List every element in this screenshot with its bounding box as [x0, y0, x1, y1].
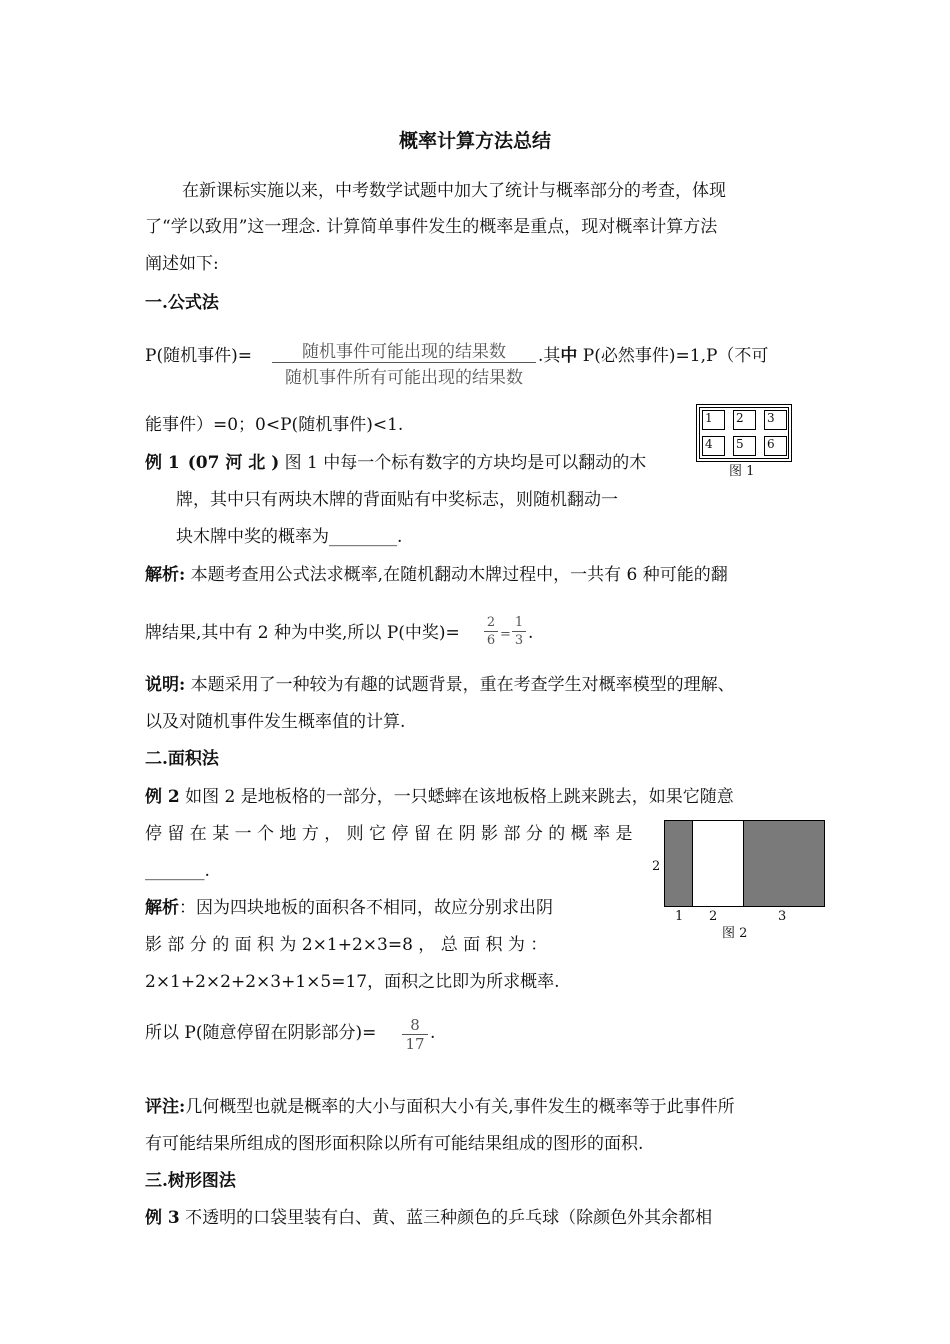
figure-1-cell-6: 6	[764, 436, 787, 456]
figure-2-floor	[664, 820, 825, 907]
fraction-denominator: 3	[514, 633, 524, 648]
result-prefix: 所以 P(随意停留在阴影部分)=	[145, 1023, 377, 1043]
analysis-2-label: 解析	[145, 898, 179, 918]
note-line-2: 以及对随机事件发生概率值的计算.	[145, 712, 406, 732]
figure-1-board	[696, 404, 792, 462]
example-1-line-2: 牌，其中只有两块木牌的背面贴有中奖标志，则随机翻动一	[176, 490, 618, 510]
analysis-2-line-3: 2×1+2×2+2×3+1×5=17，面积之比即为所求概率.	[145, 972, 560, 992]
example-1-line-1	[145, 452, 646, 474]
analysis-2-text: ：因为四块地板的面积各不相同，故应分别求出阴	[179, 898, 553, 918]
comment-text: 几何概型也就是概率的大小与面积大小有关,事件发生的概率等于此事件所	[185, 1097, 735, 1117]
analysis-1-line-1	[145, 564, 728, 586]
figure-1-cell-4: 4	[702, 436, 725, 456]
example-2-line-2: 停 留 在 某 一 个 地 方 ， 则 它 停 留 在 阴 影 部 分 的 概 率 是	[145, 824, 633, 844]
formula-mid-b: 中	[560, 346, 578, 366]
note-label: 说明:	[145, 675, 186, 695]
fraction-denominator: 17	[405, 1035, 425, 1053]
example-1-line-3: 块木牌中奖的概率为________.	[176, 527, 403, 547]
comment-line-2: 有可能结果所组成的图形面积除以所有可能结果组成的图形的面积.	[145, 1134, 644, 1154]
example-2-label: 例 2	[145, 787, 180, 807]
figure-1-cell-2: 2	[733, 410, 756, 430]
fraction-numerator: 2	[486, 615, 496, 630]
figure-1-cell-1: 1	[702, 410, 725, 430]
figure-2-bottom-label-3: 3	[778, 909, 787, 924]
comment-label: 评注:	[145, 1097, 186, 1117]
intro-line-1: 在新课标实施以来，中考数学试题中加大了统计与概率部分的考查，体现	[182, 181, 726, 201]
analysis-fraction-2	[512, 614, 526, 649]
section2-heading: 二.面积法	[145, 749, 219, 769]
fraction-numerator: 1	[514, 615, 524, 630]
analysis-1-end: .	[528, 623, 534, 643]
example-3-line-1	[145, 1207, 712, 1229]
analysis-2-line-2: 影 部 分 的 面 积 为 2×1+2×3=8 ， 总 面 积 为 ：	[145, 935, 548, 955]
figure-1-cell-3: 3	[764, 410, 787, 430]
figure-2-bottom-label-2: 2	[709, 909, 718, 924]
example-2-line-3: _______.	[145, 861, 210, 881]
figure-1-cell-5: 5	[733, 436, 756, 456]
note-line-1	[145, 674, 735, 696]
figure-2-shaded-tile-1	[665, 821, 693, 906]
example-3-label: 例 3	[145, 1208, 180, 1228]
formula-suffix-text: P(必然事件)=1,P（不可	[577, 346, 769, 366]
formula-fraction	[272, 337, 536, 388]
fraction-numerator: 8	[410, 1016, 420, 1034]
result-end: .	[430, 1023, 436, 1043]
example-1-label: 例 1	[145, 453, 180, 473]
example-3-text: 不透明的口袋里装有白、黄、蓝三种颜色的乒乓球（除颜色外其余都相	[179, 1208, 713, 1228]
figure-2-side-label: 2	[652, 859, 661, 874]
formula-numerator: 随机事件可能出现的结果数	[302, 342, 506, 362]
figure-2-bottom-label-1: 1	[675, 909, 684, 924]
intro-line-2: 了“学以致用”这一理念. 计算简单事件发生的概率是重点，现对概率计算方法	[145, 217, 718, 237]
figure-2-white-tile	[693, 821, 744, 906]
comment-line-1	[145, 1096, 735, 1118]
example-2-line-1	[145, 786, 734, 808]
analysis-1-label: 解析:	[145, 565, 186, 585]
analysis-1-text: 本题考查用公式法求概率,在随机翻动木牌过程中，一共有 6 种可能的翻	[185, 565, 728, 585]
figure-1-caption: 图 1	[729, 464, 755, 479]
fraction-denominator: 6	[486, 633, 496, 648]
figure-2-caption: 图 2	[722, 926, 748, 941]
page-title: 概率计算方法总结	[398, 130, 551, 152]
note-text: 本题采用了一种较为有趣的试题背景，重在考查学生对概率模型的理解、	[185, 675, 735, 695]
formula-suffix	[538, 345, 768, 367]
example-1-text: 图 1 中每一个标有数字的方块均是可以翻动的木	[279, 453, 647, 473]
formula-mid-a: .其	[538, 346, 561, 366]
analysis-fraction-1	[484, 614, 498, 649]
result-fraction	[402, 1016, 428, 1053]
section1-heading: 一.公式法	[145, 293, 219, 313]
example-2-text: 如图 2 是地板格的一部分，一只蟋蟀在该地板格上跳来跳去，如果它随意	[179, 787, 734, 807]
formula-prefix: P(随机事件)=	[145, 346, 252, 366]
analysis-2-line-1	[145, 897, 553, 919]
analysis-equals: =	[500, 627, 511, 642]
figure-2-shaded-tile-2	[744, 821, 824, 906]
formula-denominator: 随机事件所有可能出现的结果数	[285, 368, 523, 388]
example-1-source: (07 河 北 )	[187, 453, 280, 473]
section3-heading: 三.树形图法	[145, 1171, 236, 1191]
intro-line-3: 阐述如下:	[145, 254, 219, 274]
analysis-1-line-2: 牌结果,其中有 2 种为中奖,所以 P(中奖)=	[145, 623, 460, 643]
formula-line-2: 能事件）=0；0<P(随机事件)<1.	[145, 415, 404, 435]
